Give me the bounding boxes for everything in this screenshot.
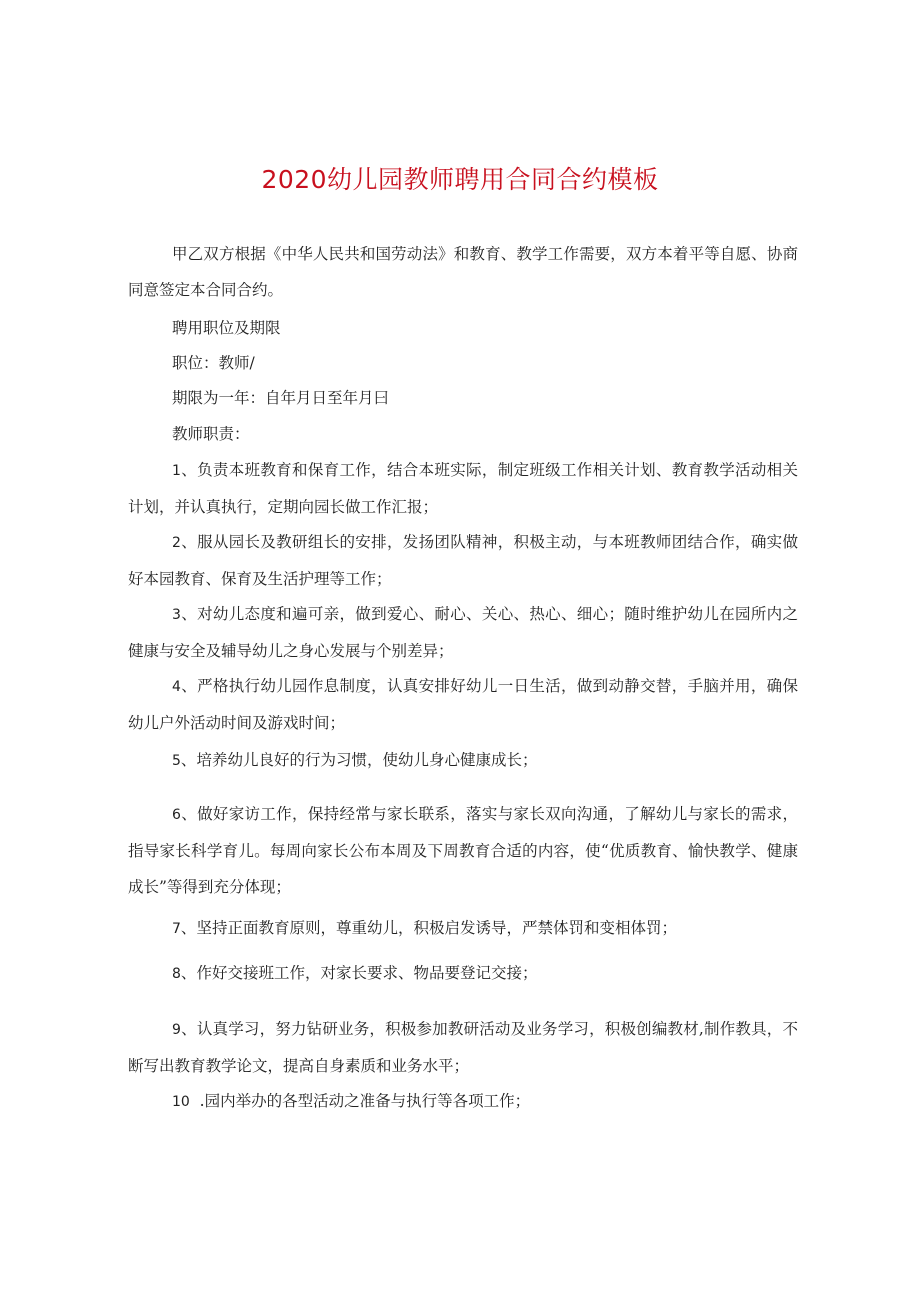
duty-item-text: 负责本班教育和保育工作，结合本班实际，制定班级工作相关计划、教育教学活动相关计划，并认真执行，定期向园长做工作汇报； [128,461,798,516]
duty-item-separator: 、 [180,805,198,823]
duties-heading: 教师职责： [172,425,250,443]
duty-item-separator: 、 [180,919,197,937]
duty-item-1 [128,452,798,525]
duty-item-separator: 、 [180,1020,197,1038]
duty-item-separator: 、 [180,751,197,769]
duty-item-number: 6 [172,807,181,823]
duty-item-separator: 、 [180,964,197,982]
duty-item-10 [128,1083,798,1120]
duty-item-separator: 、 [180,677,198,695]
duty-item-8 [128,955,798,992]
duty-item-separator: 、 [180,533,198,551]
duty-item-7 [128,910,798,947]
duty-item-number: 7 [172,921,181,937]
duty-item-number: 3 [172,607,181,623]
duty-item-text: 园内举办的各型活动之准备与执行等各项工作； [204,1092,531,1110]
intro-paragraph: 甲乙双方根据《中华人民共和国劳动法》和教育、教学工作需要，双方本着平等自愿、协商同意签定本合同合约。 [128,245,798,299]
duty-item-number: 5 [172,753,181,769]
duty-item-text: 认真学习，努力钻研业务，积极参加教研活动及业务学习，积极创编教材,制作教具，不断写出教育教学论文，提高自身素质和业务水平； [128,1020,798,1075]
section-heading: 聘用职位及期限 [172,319,281,337]
duty-item-text: 坚持正面教育原则，尊重幼儿，积极启发诱导，严禁体罚和变相体罚； [196,919,677,937]
duty-item-text: 严格执行幼儿园作息制度，认真安排好幼儿一日生活，做到动静交替，手脑并用，确保幼儿户外活动时间及游戏时间； [128,677,798,732]
duty-item-4 [128,668,798,741]
duty-item-separator: 、 [180,605,198,623]
duty-item-text: 做好家访工作，保持经常与家长联系，落实与家长双向沟通，了解幼儿与家长的需求，指导家长科学育儿。每周向家长公布本周及下周教育合适的内容，使“优质教育、愉快教学、健康成长”等得到充分体现； [128,805,798,896]
duty-item-number: 4 [172,679,181,695]
term-line: 期限为一年：自年月日至年月曰 [172,389,390,407]
duty-item-number: 2 [172,535,181,551]
duty-item-number: 8 [172,966,181,982]
duty-item-number: 1 [172,463,181,479]
duty-item-text: 对幼儿态度和遍可亲，做到爱心、耐心、关心、热心、细心；随时维护幼儿在园所内之健康与安全及辅导幼儿之身心发展与个别差异； [128,605,798,660]
position-line: 职位：教师/ [172,354,255,372]
duty-item-number: 10 [172,1094,190,1110]
duty-item-3 [128,596,798,669]
duty-item-6 [128,796,798,905]
duty-item-5 [128,742,798,779]
duty-item-separator: . [189,1092,205,1110]
duty-item-text: 作好交接班工作，对家长要求、物品要登记交接； [196,964,538,982]
document-title: 2020幼儿园教师聘用合同合约模板 [261,165,659,194]
duty-item-text: 服从园长及教研组长的安排，发扬团队精神，积极主动，与本班教师团结合作，确实做好本园教育、保育及生活护理等工作； [128,533,798,588]
duty-item-2 [128,524,798,597]
duty-item-9 [128,1011,798,1084]
duty-item-text: 培养幼儿良好的行为习惯，使幼儿身心健康成长； [196,751,538,769]
duty-item-number: 9 [172,1022,181,1038]
duty-item-separator: 、 [180,461,198,479]
